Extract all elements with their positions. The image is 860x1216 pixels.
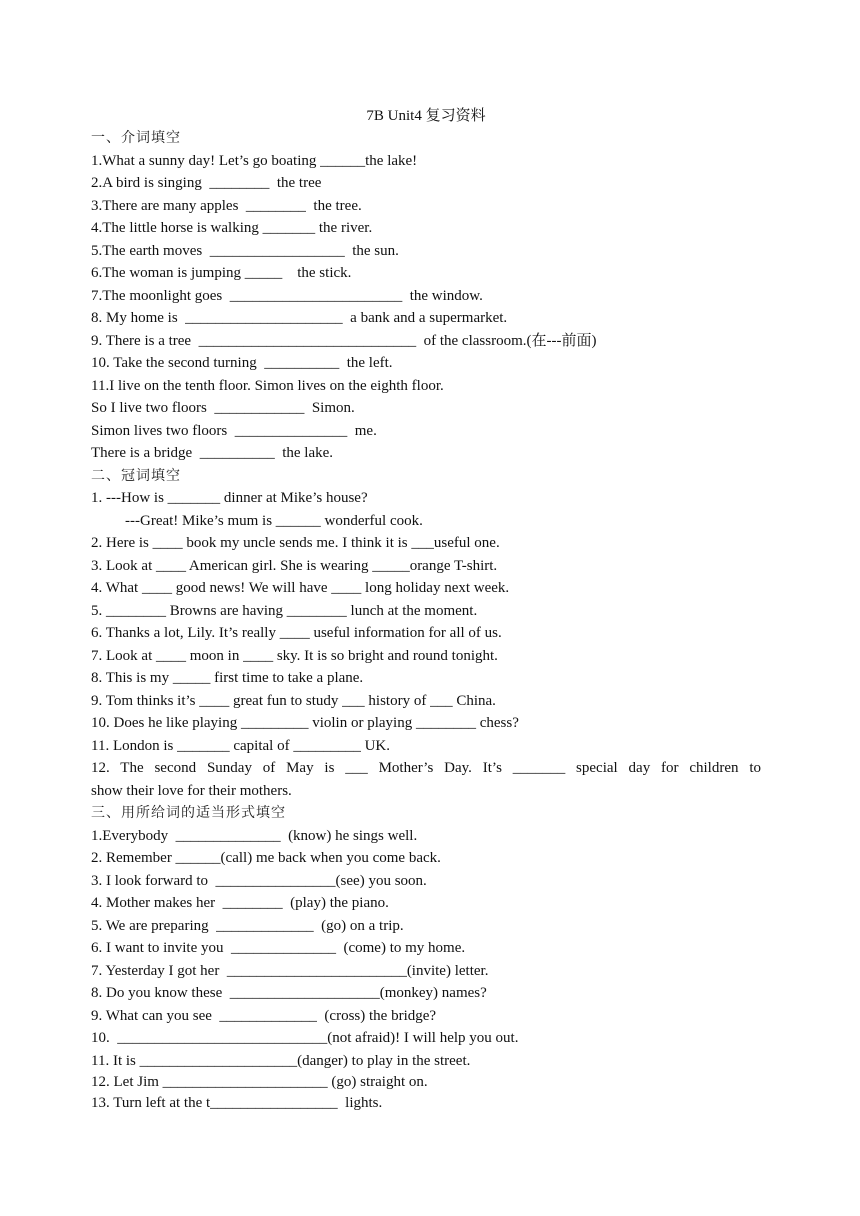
question-line: 9. What can you see _____________ (cross) the bridge? (91, 1007, 437, 1024)
question-line: 8. Do you know these ____________________(monkey) names? (91, 985, 487, 1001)
question-line: 3. I look forward to ________________(see) you soon. (91, 872, 427, 889)
question-line: 7. Look at ____ moon in ____ sky. It is so bright and round tonight. (91, 647, 498, 664)
question-line: 5. ________ Browns are having ________ lunch at the moment. (91, 602, 478, 619)
question-line: 8. My home is _____________________ a bank and a supermarket. (91, 310, 508, 326)
question-line: 13. Turn left at the t_________________ lights. (91, 1095, 383, 1111)
question-line: 1. ---How is _______ dinner at Mike’s house? (91, 490, 368, 506)
section-heading-articles: 二、冠词填空 (91, 467, 181, 484)
question-line: Simon lives two floors _______________ me. (91, 422, 377, 439)
question-line: There is a bridge __________ the lake. (91, 445, 334, 461)
question-line: 6. I want to invite you ______________ (come) to my home. (91, 940, 466, 956)
section-heading-word-forms: 三、用所给词的适当形式填空 (91, 805, 286, 821)
page-title: 7B Unit4 复习资料 (366, 108, 486, 124)
question-line: 4. What ____ good news! We will have ____ long holiday next week. (91, 580, 510, 596)
question-line-continued: show their love for their mothers. (91, 782, 292, 799)
question-line: 6. Thanks a lot, Lily. It’s really ____ useful information for all of us. (91, 625, 502, 641)
section-heading-prepositions: 一、介词填空 (91, 130, 181, 146)
question-line: 5.The earth moves __________________ the sun. (91, 242, 399, 259)
question-line: 8. This is my _____ first time to take a plane. (91, 670, 364, 686)
question-line: So I live two floors ____________ Simon. (91, 400, 355, 416)
question-line: 11.I live on the tenth floor. Simon lives on the eighth floor. (91, 377, 444, 394)
question-line: 7. Yesterday I got her ________________________(invite) letter. (91, 962, 489, 979)
question-line: 4.The little horse is walking _______ the river. (91, 220, 373, 236)
question-line: 3. Look at ____ American girl. She is wearing _____orange T-shirt. (91, 557, 498, 574)
question-line: 6.The woman is jumping _____ the stick. (91, 265, 352, 281)
question-line: 9. There is a tree _____________________________ of the classroom.(在---前面) (91, 332, 597, 349)
question-line: 10. ____________________________(not afraid)! I will help you out. (91, 1030, 519, 1046)
question-line: 2. Here is ____ book my uncle sends me. I think it is ___useful one. (91, 535, 500, 551)
question-line: 3.There are many apples ________ the tree. (91, 197, 362, 214)
question-line: 4. Mother makes her ________ (play) the piano. (91, 895, 389, 911)
question-line: 9. Tom thinks it’s ____ great fun to study ___ history of ___ China. (91, 692, 496, 709)
question-line: 10. Take the second turning __________ the left. (91, 355, 393, 371)
question-line-continued: ---Great! Mike’s mum is ______ wonderful cook. (125, 512, 423, 529)
question-line: 12. The second Sunday of May is ___ Mother’s Day. It’s _______ special day for children to (91, 760, 761, 776)
worksheet-page (91, 105, 761, 1115)
question-line: 12. Let Jim ______________________ (go) straight on. (91, 1074, 428, 1090)
question-line: 1.What a sunny day! Let’s go boating ______the lake! (91, 152, 418, 169)
question-line: 5. We are preparing _____________ (go) on a trip. (91, 917, 404, 934)
question-line: 2.A bird is singing ________ the tree (91, 175, 322, 191)
question-line: 11. London is _______ capital of _________ UK. (91, 737, 390, 754)
question-line: 10. Does he like playing _________ violin or playing ________ chess? (91, 715, 519, 731)
question-line: 7.The moonlight goes _______________________ the window. (91, 287, 483, 304)
question-line: 11. It is _____________________(danger) to play in the street. (91, 1052, 471, 1069)
question-line: 1.Everybody ______________ (know) he sings well. (91, 827, 418, 844)
question-line: 2. Remember ______(call) me back when you come back. (91, 850, 441, 866)
